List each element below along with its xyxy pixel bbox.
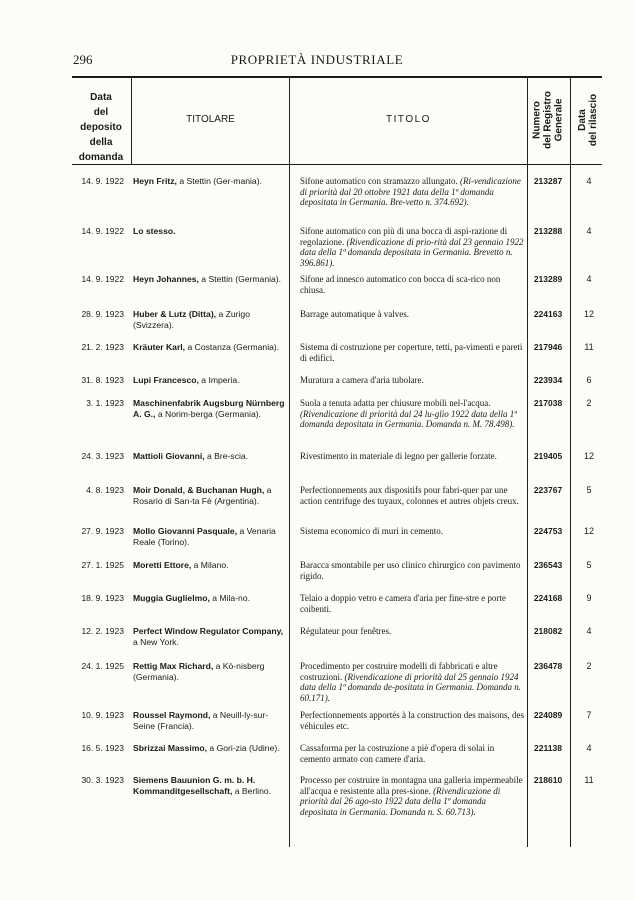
register-number: 224089 [533,710,563,720]
header-rule [72,164,602,165]
deposit-date: 4. 8. 1923 [86,485,124,495]
column-divider-4 [570,77,571,847]
column-header-register: Numero del Registro Generale [531,91,565,149]
register-number: 218082 [533,626,563,636]
column-header-owner: TITOLARE [186,114,235,125]
register-number: 224168 [533,593,563,603]
patent-title: Perfectionnements apportés à la construction des maisons, des véhicules etc. [300,710,524,731]
patent-title: Sistema di costruzione per coperture, tetti, pa-vimenti e pareti di edifici. [300,342,523,363]
deposit-date: 18. 9. 1923 [81,593,124,603]
register-number: 223767 [533,485,563,495]
deposit-date: 14. 9. 1922 [81,274,124,284]
register-number: 224163 [533,309,563,319]
column-header-date: Data del deposito della domanda [78,92,124,163]
page-number: 296 [73,52,93,67]
release-date: 4 [586,226,592,236]
release-date: 5 [586,560,592,570]
deposit-date: 21. 2. 1923 [81,342,124,352]
register-number: 213289 [533,274,563,284]
deposit-date: 27. 1. 1925 [81,560,124,570]
running-title: PROPRIETÀ INDUSTRIALE [230,52,404,67]
register-number: 217946 [533,342,563,352]
release-date: 12 [583,451,594,461]
release-date: 2 [586,398,592,408]
patent-title: Baracca smontabile per uso clinico chirurgico con pavimento rigido. [300,560,521,581]
patent-title: Cassaforma per la costruzione a piè d'opera di solai in cemento armato con camere d'aria. [300,743,495,764]
patent-title: Barrage automatique à valves. [300,309,409,319]
deposit-date: 28. 9. 1923 [81,309,124,319]
patent-title: Perfectionnements aux dispositifs pour fabri-quer par une action centrifuge des tuyaux, colonnes et autres objets creux. [300,485,519,506]
release-date: 12 [583,309,594,319]
owner: Rettig Max Richard, a Kö-nisberg (Germania). [133,661,265,682]
deposit-date: 30. 3. 1923 [81,775,124,785]
release-date: 9 [586,593,592,603]
register-number: 221138 [534,743,562,753]
owner: Lupi Francesco, a Imperia. [133,375,240,385]
patent-title: Sistema economico di muri in cemento. [300,526,443,536]
owner: Sbrizzai Massimo, a Gori-zia (Udine). [133,743,280,753]
patent-title: Régulateur pour fenêtres. [300,626,392,636]
deposit-date: 24. 3. 1923 [81,451,124,461]
patent-title: Sifone automatico con più di una bocca di aspi-razione di regolazione. (Rivendicazione di prio-rità dal 23 gennaio 1922 data della 1ª domanda depositata in Germania. Brevetto n. 396.861). [300,226,524,268]
patent-title: Procedimento per costruire modelli di fabbricati e altre costruzioni. (Rivendicazione di priorità dal 25 gennaio 1924 data della 1ª domanda de-positata in Germania. Domanda n. 60.171). [300,661,521,703]
register-number: 224753 [533,526,563,536]
top-rule [72,76,602,78]
owner: Siemens Bauunion G. m. b. H. Kommanditgesellschaft, a Berlino. [133,775,272,796]
deposit-date: 14. 9. 1922 [81,176,124,186]
patent-title: Telaio a doppio vetro e camera d'aria per fine-stre e porte coibenti. [300,593,506,614]
patent-title: Muratura a camera d'aria tubolare. [300,375,424,385]
column-header-title: TITOLO [386,114,431,125]
owner: Lo stesso. [133,226,176,236]
patent-title: Suola a tenuta adatta per chiusure mobili nel-l'acqua. (Rivendicazione di priorità dal 24 lu-glio 1922 data della 1ª domanda depositata in Germania. Domanda n. M. 78.498). [300,398,517,429]
deposit-date: 16. 5. 1923 [81,743,124,753]
register-number: 213288 [533,226,563,236]
owner: Huber & Lutz (Ditta), a Zurigo (Svizzera). [133,309,250,330]
owner: Muggia Guglielmo, a Mila-no. [133,593,250,603]
deposit-date: 24. 1. 1925 [81,661,124,671]
release-date: 6 [586,375,592,385]
release-date: 4 [586,626,592,636]
register-number: 217038 [533,398,563,408]
owner: Perfect Window Regulator Company, a New York. [133,626,284,647]
column-divider-3 [527,77,528,847]
register-number: 213287 [533,176,563,186]
register-number: 236478 [533,661,563,671]
release-date: 4 [586,274,592,284]
owner: Kräuter Karl, a Costanza (Germania). [133,342,280,352]
release-date: 11 [584,342,594,352]
owner: Heyn Johannes, a Stettin (Germania). [133,274,282,284]
register-number: 218610 [533,775,563,785]
deposit-date: 12. 2. 1923 [81,626,124,636]
owner: Moir Donald, & Buchanan Hugh, a Rosario di San-ta Fè (Argentina). [133,485,272,506]
register-number: 223934 [533,375,563,385]
owner: Moretti Ettore, a Milano. [133,560,229,570]
deposit-date: 27. 9. 1923 [81,526,124,536]
deposit-date: 31. 8. 1923 [81,375,124,385]
owner: Mollo Giovanni Pasquale, a Venaria Reale (Torino). [133,526,276,547]
patent-title: Sifone ad innesco automatico con bocca di sca-rico non chiusa. [300,274,501,295]
release-date: 12 [583,526,594,536]
deposit-date: 3. 1. 1923 [86,398,124,408]
register-number: 219405 [533,451,563,461]
register-number: 236543 [533,560,563,570]
release-date: 2 [586,661,592,671]
release-date: 4 [586,743,592,753]
column-divider-2 [289,77,290,847]
release-date: 7 [586,710,592,720]
deposit-date: 10. 9. 1923 [81,710,124,720]
owner: Maschinenfabrik Augsburg Nürnberg A. G., a Norim-berga (Germania). [133,398,285,419]
patent-title: Processo per costruire in montagna una galleria impermeabile all'acqua e resistente alla pres-sione. (Rivendicazione di priorità dal 26 ago-sto 1922 data della 1ª domanda depositata in Germania. Domanda n. S. 60.713). [300,775,523,817]
patent-title: Sifone automatico con stramazzo allungato. (Ri-vendicazione di priorità dal 20 ottobre 1921 data della 1ª domanda depositata in Germania. Bre-vetto n. 374.692). [300,176,521,207]
owner: Mattioli Giovanni, a Bre-scia. [133,451,249,461]
patent-title: Rivestimento in materiale di legno per gallerie forzate. [300,451,497,461]
deposit-date: 14. 9. 1922 [81,226,124,236]
release-date: 4 [586,176,592,186]
owner: Heyn Fritz, a Stettin (Ger-mania). [133,176,262,186]
release-date: 5 [586,485,592,495]
column-header-release: Data del rilascio [577,93,599,147]
owner: Roussel Raymond, a Neuill-ly-sur-Seine (Francia). [133,710,269,731]
release-date: 11 [584,775,594,785]
